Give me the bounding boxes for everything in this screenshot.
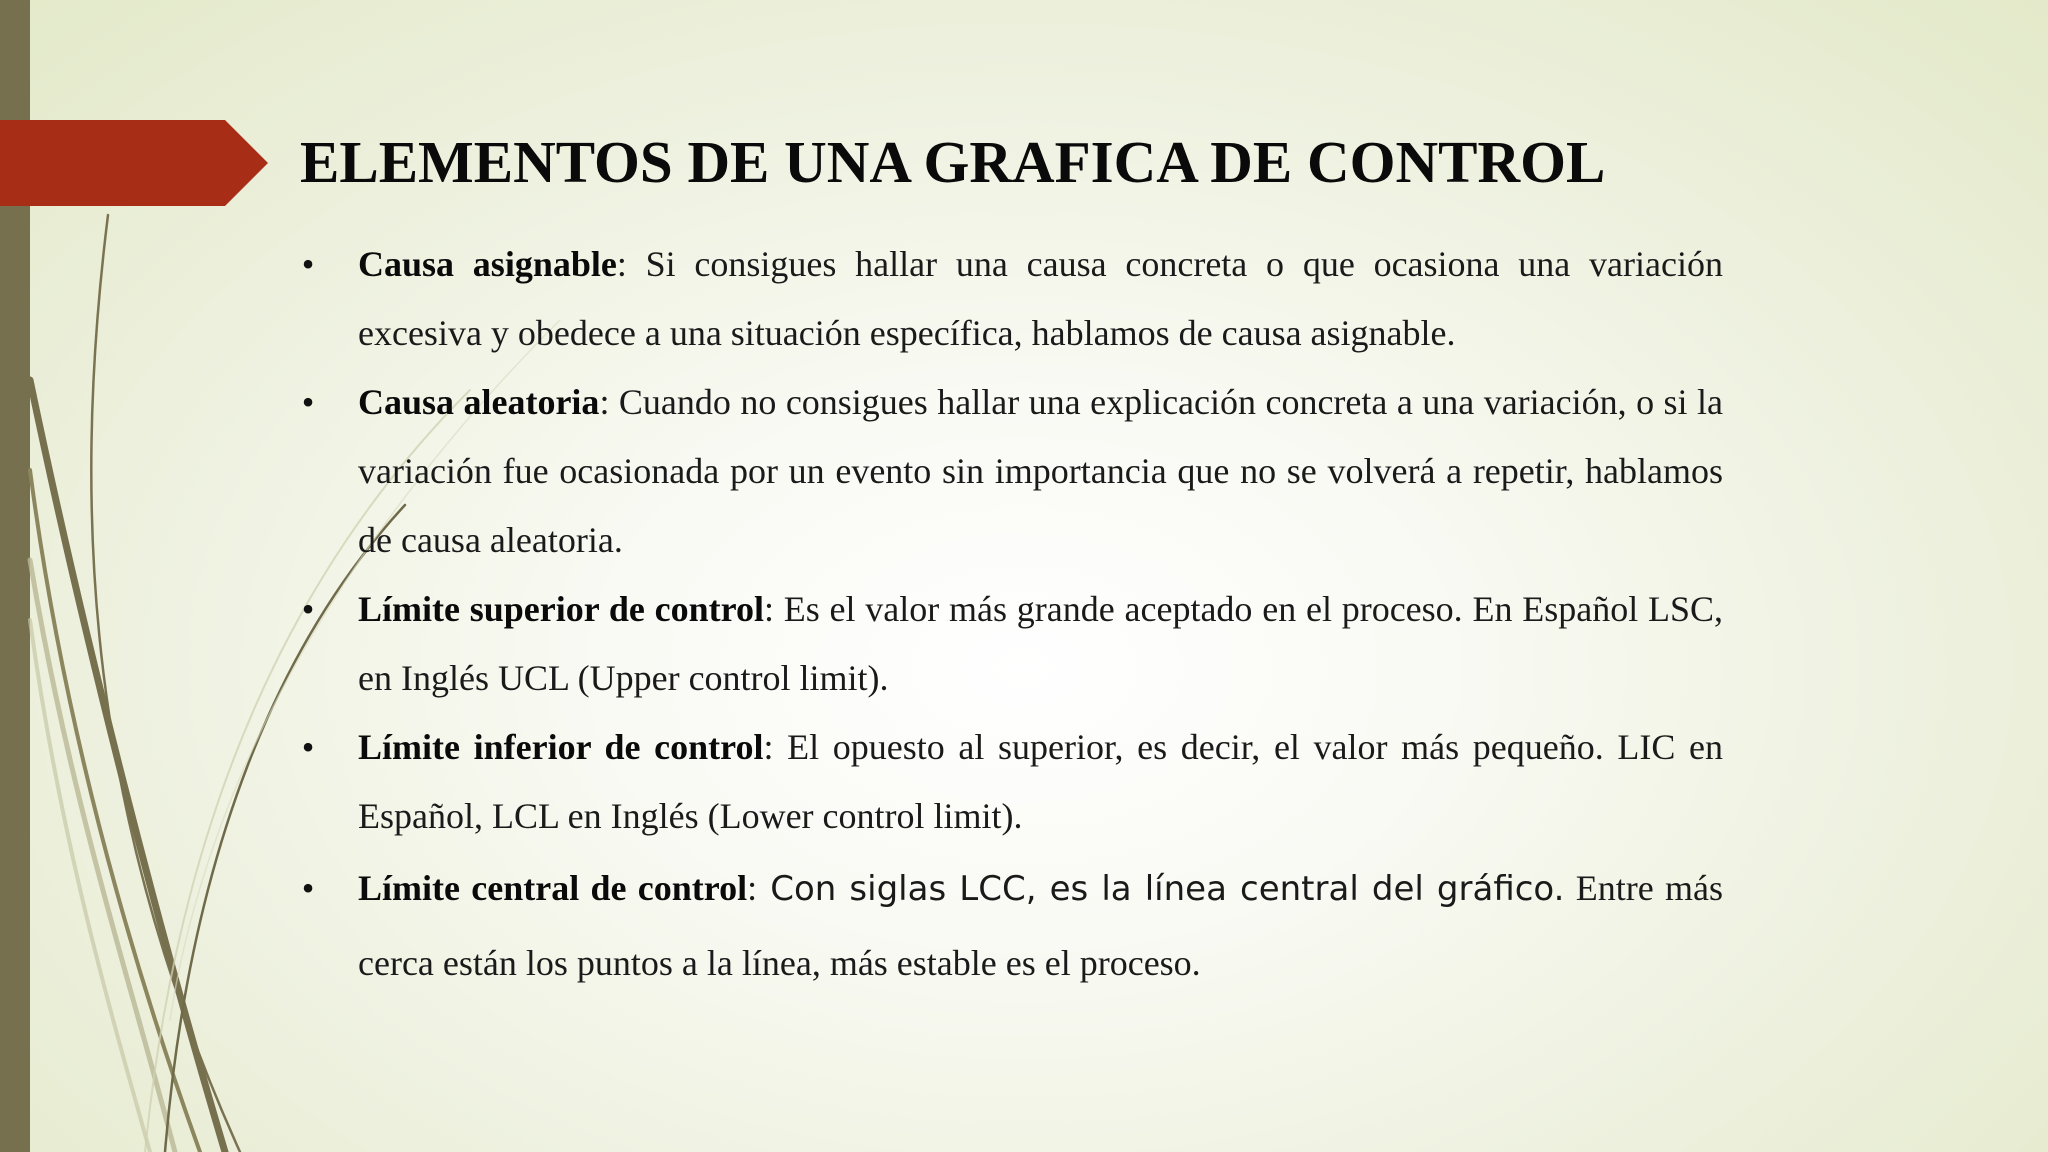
bullet-item-limite-central	[298, 851, 1723, 1000]
bullet-dot-icon: •	[301, 727, 315, 767]
bullet-item-causa-asignable	[298, 230, 1723, 368]
bullet-separator: :	[763, 727, 774, 767]
bullet-item-limite-superior	[298, 575, 1723, 713]
bullet-term: Causa asignable	[358, 244, 617, 284]
bullet-text: Cuando no consigues hallar una explicación concreta a una variación, o si la variación fue ocasionada por un evento sin importancia que no se volverá a repetir, hablamos de causa aleatoria.	[358, 382, 1723, 560]
bullet-item-limite-inferior	[298, 713, 1723, 851]
bullet-term: Causa aleatoria	[358, 382, 600, 422]
bullet-list	[298, 230, 1723, 1000]
bullet-term: Límite inferior de control	[358, 727, 764, 767]
bullet-text-sans: Con siglas LCC, es la línea central del gráfico.	[757, 869, 1565, 909]
bullet-text: Si consigues hallar una causa concreta o que ocasiona una variación excesiva y obedece a una situación específica, hablamos de causa asignable.	[358, 244, 1723, 353]
bullet-separator: :	[599, 382, 610, 422]
bullet-term: Límite central de control	[358, 868, 748, 908]
bullet-item-causa-aleatoria	[298, 368, 1723, 575]
bullet-separator: :	[747, 868, 758, 908]
bullet-dot-icon: •	[301, 868, 315, 908]
bullet-text: Es el valor más grande aceptado en el proceso. En Español LSC, en Inglés UCL (Upper control limit).	[358, 589, 1723, 698]
title-arrow-shape	[0, 120, 270, 206]
bullet-separator: :	[763, 589, 774, 629]
bullet-dot-icon: •	[301, 382, 315, 422]
bullet-separator: :	[616, 244, 627, 284]
bullet-dot-icon: •	[301, 244, 315, 284]
bullet-dot-icon: •	[301, 589, 315, 629]
bullet-term: Límite superior de control	[358, 589, 764, 629]
bullet-text: El opuesto al superior, es decir, el valor más pequeño. LIC en Español, LCL en Inglés (Lower control limit).	[358, 727, 1723, 836]
slide-title: ELEMENTOS DE UNA GRAFICA DE CONTROL	[300, 129, 1606, 195]
bullet-text: Entre más cerca están los puntos a la línea, más estable es el proceso.	[358, 868, 1723, 983]
